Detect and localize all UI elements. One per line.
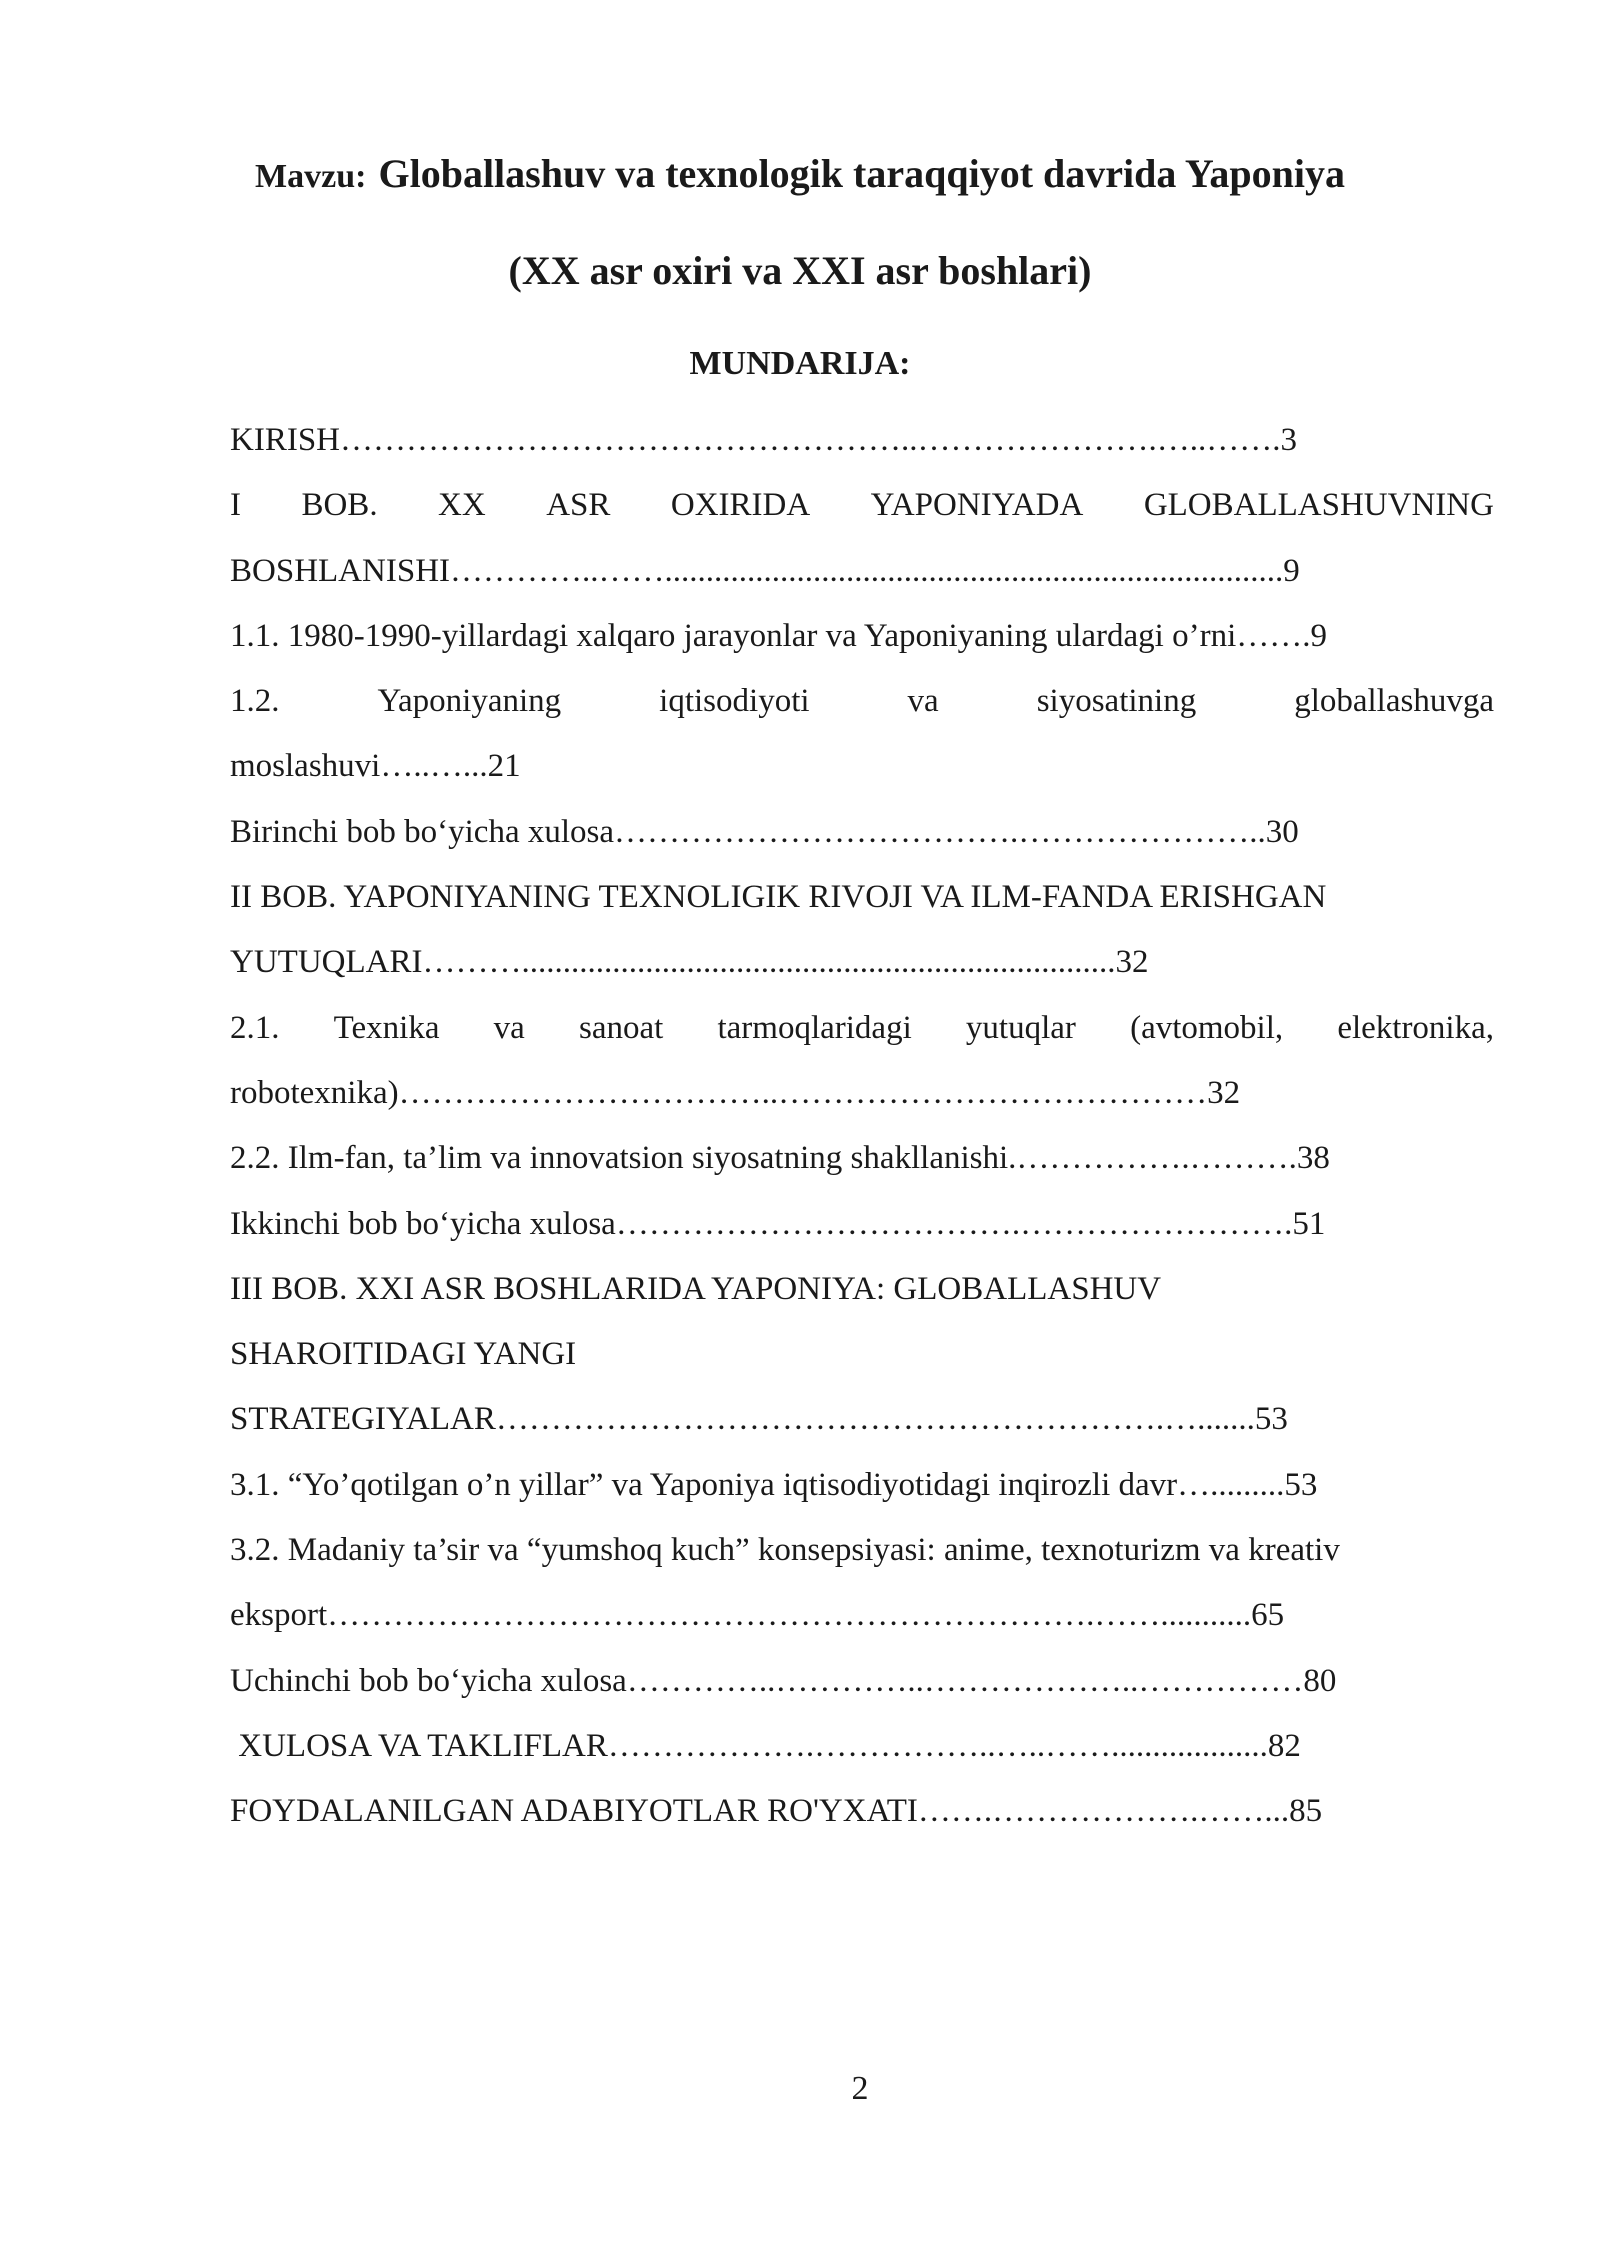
toc-entry-chapter-1-conclusion: Birinchi bob bo‘yicha xulosa……………………………….…………………..30	[230, 813, 1299, 850]
toc-word: tarmoqlaridagi	[717, 1009, 912, 1046]
toc-entry-chapter-1-page: BOSHLANISHI…………..……...........................................................................9	[230, 552, 1300, 589]
toc-word: siyosatining	[1036, 683, 1197, 720]
toc-word: YAPONIYADA	[870, 487, 1084, 524]
toc-entry-chapter-2-page: YUTUQLARI………........................................................................32	[230, 944, 1149, 981]
toc-word: elektronika,	[1337, 1009, 1494, 1046]
toc-word: 1.2.	[230, 683, 280, 720]
toc-entry-2-1-page: robotexnika)……………………………..…………………………………32	[230, 1074, 1241, 1111]
toc-entry-chapter-3-page: STRATEGIYALAR…………………………………………………….….......53	[230, 1401, 1288, 1438]
toc-entry-chapter-3-title-cont: SHAROITIDAGI YANGI	[230, 1336, 577, 1373]
toc-word: GLOBALLASHUVNING	[1143, 487, 1494, 524]
toc-entry-chapter-3-conclusion: Uchinchi bob bo‘yicha xulosa…………..…………..………………..……………80	[230, 1662, 1337, 1699]
document-title	[0, 150, 1600, 197]
toc-word: yutuqlar	[965, 1009, 1076, 1046]
toc-word: OXIRIDA	[670, 487, 811, 524]
toc-entry-1-1: 1.1. 1980-1990-yillardagi xalqaro jarayonlar va Yaponiyaning ulardagi o’rni…….9	[230, 617, 1327, 654]
toc-heading: MUNDARIJA:	[689, 345, 911, 382]
table-of-contents	[230, 408, 1494, 1845]
toc-word: 2.1.	[230, 1009, 280, 1046]
toc-entry-3-2-page: eksport…………………………………………………………….……...........65	[230, 1597, 1285, 1634]
toc-word: I	[230, 487, 241, 524]
toc-word: ASR	[546, 487, 611, 524]
page-number: 2	[851, 2070, 869, 2107]
toc-word: iqtisodiyoti	[659, 683, 810, 720]
toc-entry-chapter-3-title: III BOB. XXI ASR BOSHLARIDA YAPONIYA: GLOBALLASHUV	[230, 1270, 1162, 1307]
title-main: Globallashuv va texnologik taraqqiyot davrida Yaponiya	[378, 151, 1345, 196]
title-prefix: Mavzu:	[255, 158, 367, 195]
toc-entry-1-2-page: moslashuvi…..…...21	[230, 748, 521, 785]
document-subtitle: (XX asr oxiri va XXI asr boshlari)	[508, 248, 1092, 293]
toc-entry-3-1: 3.1. “Yo’qotilgan o’n yillar” va Yaponiya iqtisodiyotidagi inqirozli davr….........53	[230, 1466, 1318, 1503]
toc-word: sanoat	[579, 1009, 664, 1046]
toc-word: Yaponiyaning	[377, 683, 562, 720]
toc-word: (avtomobil,	[1130, 1009, 1284, 1046]
toc-word: XX	[438, 487, 486, 524]
toc-entry-references: FOYDALANILGAN ADABIYOTLAR RO'YXATI…….……………….……...85	[230, 1793, 1323, 1830]
toc-word: BOB.	[301, 487, 378, 524]
toc-word: va	[493, 1009, 525, 1046]
toc-entry-3-2: 3.2. Madaniy ta’sir va “yumshoq kuch” konsepsiyasi: anime, texnoturizm va kreativ	[230, 1532, 1340, 1569]
toc-entry-conclusion: XULOSA VA TAKLIFLAR……………….……………..…..……...................82	[230, 1727, 1301, 1764]
toc-word: va	[907, 683, 939, 720]
toc-entry-chapter-2-conclusion: Ikkinchi bob bo‘yicha xulosa……………………………….…………………….51	[230, 1205, 1326, 1242]
toc-entry-chapter-2-title: II BOB. YAPONIYANING TEXNOLIGIK RIVOJI VA ILM-FANDA ERISHGAN	[230, 879, 1327, 916]
toc-entry-2-1	[230, 996, 1494, 1061]
toc-entry-chapter-1-title	[230, 473, 1494, 538]
toc-word: globallashuvga	[1294, 683, 1494, 720]
toc-word: Texnika	[333, 1009, 440, 1046]
toc-entry-1-2	[230, 669, 1494, 734]
toc-entry-kirish: KIRISH……………………………………………..………………….…..…….3	[230, 422, 1298, 458]
toc-entry-2-2: 2.2. Ilm-fan, ta’lim va innovatsion siyosatning shakllanishi.…………….……….38	[230, 1140, 1330, 1177]
